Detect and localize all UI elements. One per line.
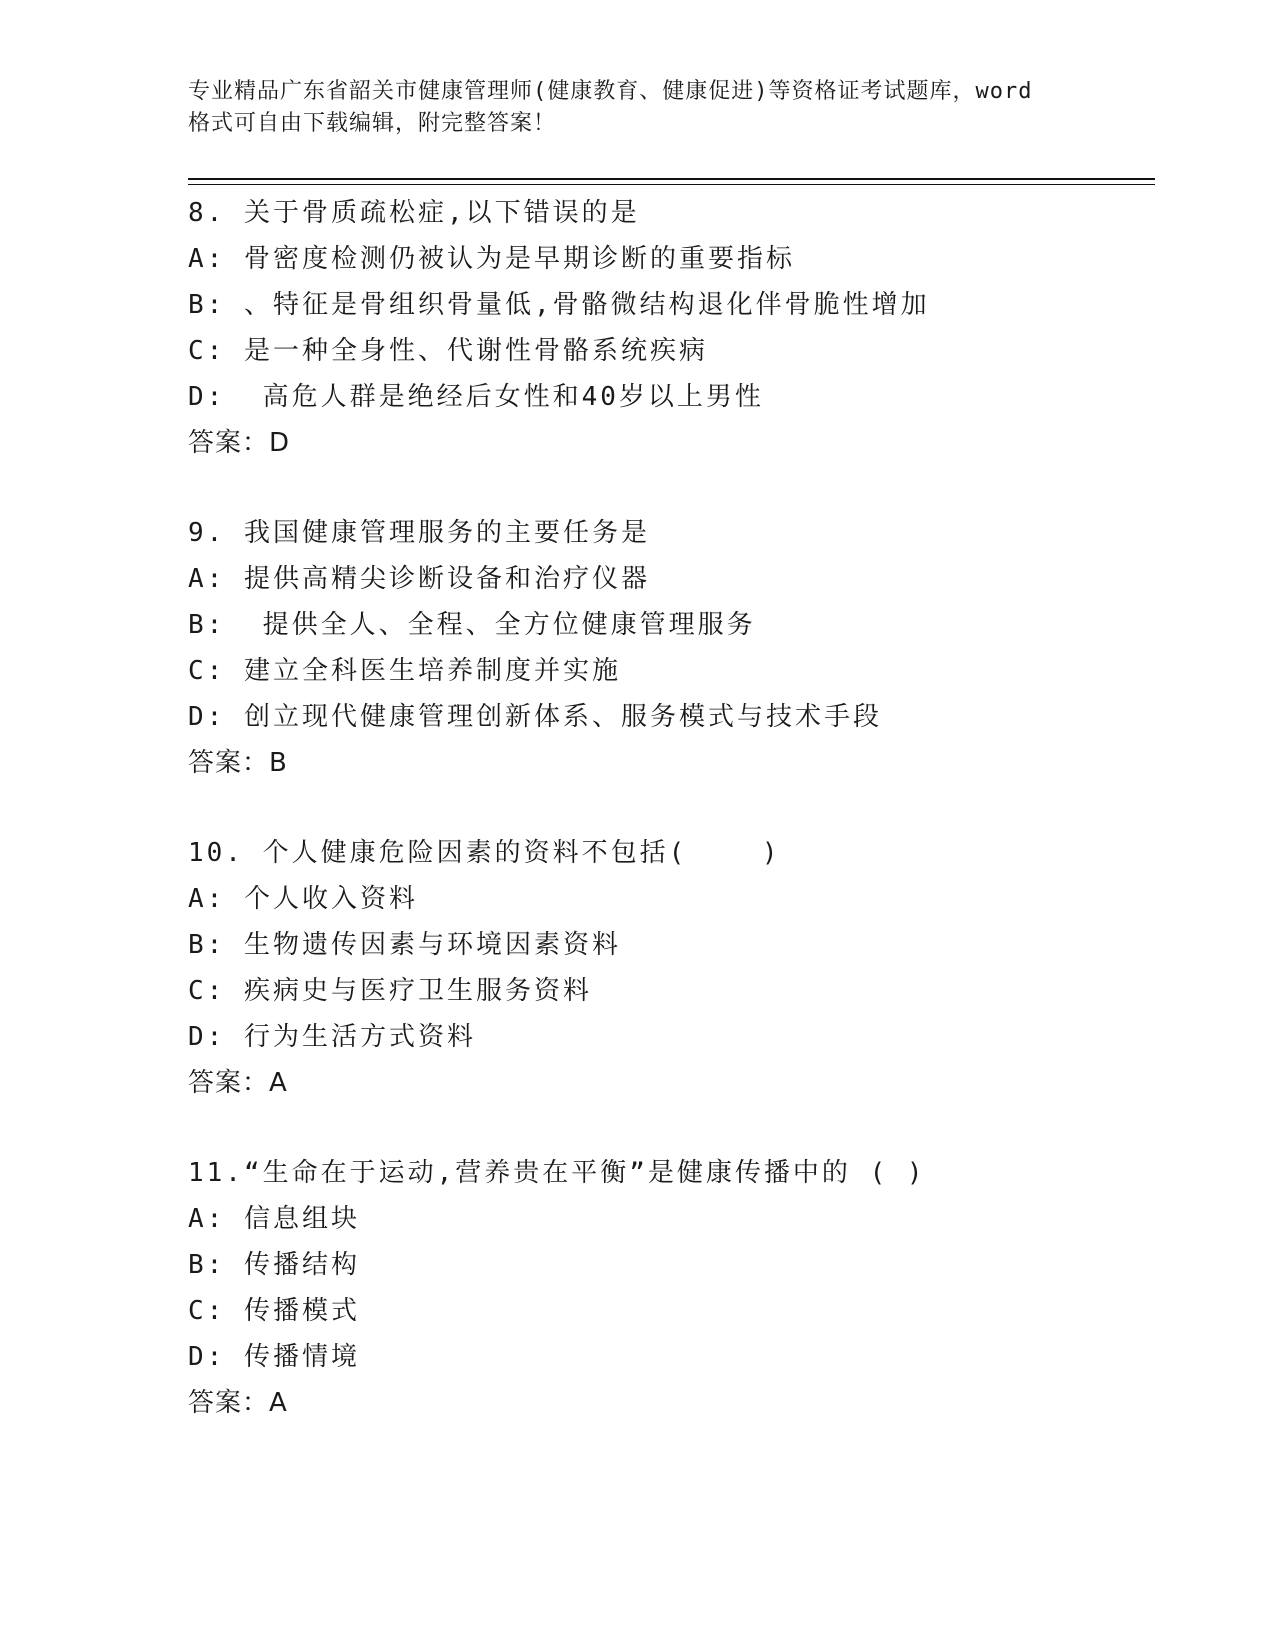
question-10	[188, 830, 1148, 1106]
answer-line: 答案：A	[188, 1388, 288, 1418]
option-d: D: 高危人群是绝经后女性和40岁以上男性	[188, 382, 764, 412]
document-header	[188, 76, 1088, 140]
option-a: A: 信息组块	[188, 1204, 360, 1234]
option-b: B: 提供全人、全程、全方位健康管理服务	[188, 610, 756, 640]
header-line-1: 专业精品广东省韶关市健康管理师(健康教育、健康促进)等资格证考试题库，word	[188, 79, 1033, 104]
option-c: C: 疾病史与医疗卫生服务资料	[188, 976, 592, 1006]
header-divider-thin	[188, 184, 1155, 185]
header-line-2: 格式可自由下载编辑，附完整答案！	[188, 111, 557, 136]
option-b: B: 生物遗传因素与环境因素资料	[188, 930, 621, 960]
question-spacer	[188, 466, 1148, 510]
question-stem: 11.“生命在于运动,营养贵在平衡”是健康传播中的 ( )	[188, 1158, 926, 1188]
option-d: D: 传播情境	[188, 1342, 360, 1372]
question-stem: 9. 我国健康管理服务的主要任务是	[188, 518, 650, 548]
question-9	[188, 510, 1148, 786]
option-b: B: 、特征是骨组织骨量低,骨骼微结构退化伴骨脆性增加	[188, 290, 930, 320]
option-c: C: 传播模式	[188, 1296, 360, 1326]
option-c: C: 是一种全身性、代谢性骨骼系统疾病	[188, 336, 708, 366]
answer-line: 答案：D	[188, 428, 291, 458]
answer-line: 答案：A	[188, 1068, 288, 1098]
question-stem: 10. 个人健康危险因素的资料不包括( )	[188, 838, 781, 868]
option-d: D: 创立现代健康管理创新体系、服务模式与技术手段	[188, 702, 882, 732]
option-a: A: 个人收入资料	[188, 884, 418, 914]
option-a: A: 提供高精尖诊断设备和治疗仪器	[188, 564, 650, 594]
question-spacer	[188, 786, 1148, 830]
option-a: A: 骨密度检测仍被认为是早期诊断的重要指标	[188, 244, 795, 274]
option-b: B: 传播结构	[188, 1250, 360, 1280]
question-stem: 8. 关于骨质疏松症,以下错误的是	[188, 198, 640, 228]
answer-line: 答案：B	[188, 748, 288, 778]
option-d: D: 行为生活方式资料	[188, 1022, 476, 1052]
option-c: C: 建立全科医生培养制度并实施	[188, 656, 621, 686]
question-list	[188, 190, 1148, 1426]
question-8	[188, 190, 1148, 466]
question-spacer	[188, 1106, 1148, 1150]
header-divider-thick	[188, 178, 1155, 180]
question-11	[188, 1150, 1148, 1426]
